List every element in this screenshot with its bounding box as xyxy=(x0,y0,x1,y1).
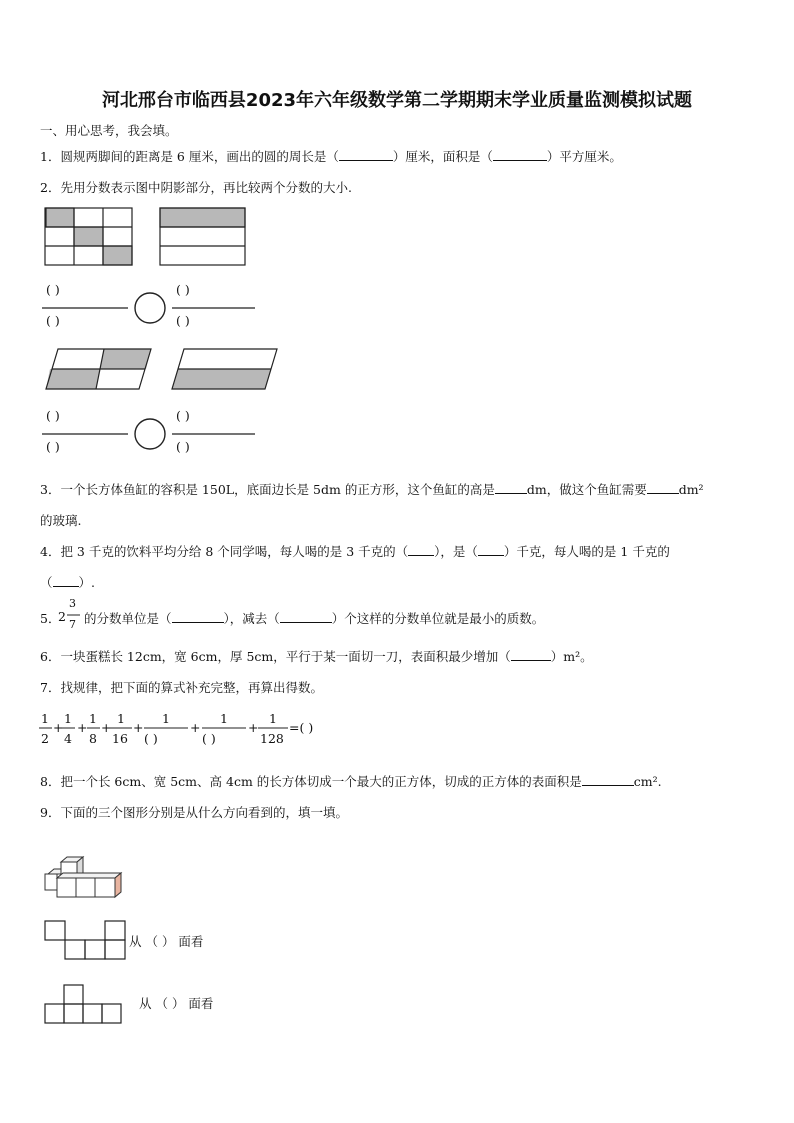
question-6 xyxy=(40,647,593,665)
q4-text-d: （ xyxy=(40,575,53,590)
question-5-text xyxy=(84,609,544,627)
q6-number: 6． xyxy=(40,649,61,664)
q7-plus-3: + xyxy=(101,720,112,735)
q7-denominator-4: 16 xyxy=(112,731,128,746)
q3-text-b: dm，做这个鱼缸需要 xyxy=(526,482,647,497)
q5-text-c: ）个这样的分数单位就是最小的质数。 xyxy=(331,611,545,626)
q5-blank-1[interactable] xyxy=(172,609,224,623)
q7-numerator-2: 1 xyxy=(64,711,72,726)
q1-text-a: 圆规两脚间的距离是 6 厘米，画出的圆的周长是（ xyxy=(60,149,339,164)
q7-answer-blank[interactable]: =( ) xyxy=(289,720,314,735)
q7-numerator-1: 1 xyxy=(41,711,49,726)
fraction-denominator-blank-left-2[interactable]: ( ) xyxy=(46,439,60,454)
q9-text: 下面的三个图形分别是从什么方向看到的，填一填。 xyxy=(60,805,348,820)
cube-stack-3d-figure xyxy=(45,857,121,897)
q6-blank[interactable] xyxy=(511,647,551,661)
q2-number: 2． xyxy=(40,180,61,195)
q1-text-b: ）厘米，面积是（ xyxy=(392,149,493,164)
q7-denominator-2: 4 xyxy=(64,731,72,746)
parallelogram-figure-2 xyxy=(172,349,277,389)
parallelogram-figure-1 xyxy=(46,349,151,389)
q7-denominator-blank-6[interactable]: ( ) xyxy=(202,731,216,746)
q7-numerator-7: 1 xyxy=(269,711,277,726)
q7-denominator-7: 128 xyxy=(260,731,284,746)
q5-denominator: 7 xyxy=(69,618,76,631)
q1-text-c: ）平方厘米。 xyxy=(546,149,622,164)
q4-text-c: ）千克，每人喝的是 1 千克的 xyxy=(503,544,670,559)
q1-number: 1． xyxy=(40,149,61,164)
grid-figure-3x3 xyxy=(45,208,132,265)
q8-text-a: 把一个长 6cm、宽 5cm、高 4cm 的长方体切成一个最大的正方体，切成的正方体的表面积是 xyxy=(60,774,582,789)
q7-denominator-blank-5[interactable]: ( ) xyxy=(144,731,158,746)
q4-text-a: 把 3 千克的饮料平均分给 8 个同学喝，每人喝的是 3 千克的（ xyxy=(60,544,409,559)
compare-circle-1 xyxy=(135,293,165,323)
question-9 xyxy=(40,803,348,821)
q4-blank-1[interactable] xyxy=(408,542,434,556)
q7-number: 7． xyxy=(40,680,61,695)
q3-number: 3． xyxy=(40,482,61,497)
question-8 xyxy=(40,772,662,790)
q8-text-b: cm². xyxy=(633,774,662,789)
question-4 xyxy=(40,542,670,560)
q7-numerator-3: 1 xyxy=(89,711,97,726)
compare-circle-2 xyxy=(135,419,165,449)
q2-text: 先用分数表示图中阴影部分，再比较两个分数的大小. xyxy=(60,180,352,195)
q7-numerator-5: 1 xyxy=(162,711,170,726)
q4-number: 4． xyxy=(40,544,61,559)
fraction-denominator-blank-right-1[interactable]: ( ) xyxy=(176,313,190,328)
fraction-numerator-blank-right-1[interactable]: ( ) xyxy=(176,282,190,297)
fraction-denominator-blank-left-1[interactable]: ( ) xyxy=(46,313,60,328)
q7-plus-6: + xyxy=(248,720,259,735)
q4-blank-2[interactable] xyxy=(478,542,504,556)
view-figure-2 xyxy=(45,985,121,1023)
fraction-numerator-blank-left-1[interactable]: ( ) xyxy=(46,282,60,297)
q8-blank[interactable] xyxy=(582,772,634,786)
q7-denominator-1: 2 xyxy=(41,731,49,746)
q3-blank-2[interactable] xyxy=(647,480,679,494)
q8-number: 8． xyxy=(40,774,61,789)
q7-numerator-4: 1 xyxy=(117,711,125,726)
q5-text-a: 的分数单位是（ xyxy=(84,611,172,626)
page-title: 河北邢台市临西县2023年六年级数学第二学期期末学业质量监测模拟试题 xyxy=(101,90,693,111)
q4-text-b: ），是（ xyxy=(434,544,478,559)
section-heading: 一、用心思考，我会填。 xyxy=(40,123,178,138)
q7-plus-5: + xyxy=(190,720,201,735)
q7-plus-1: + xyxy=(53,720,64,735)
q5-text-b: ），减去（ xyxy=(223,611,280,626)
question-4-continued xyxy=(40,573,95,591)
q5-numerator: 3 xyxy=(69,597,76,610)
q6-text-a: 一块蛋糕长 12cm，宽 6cm，厚 5cm，平行于某一面切一刀，表面积最少增加（ xyxy=(60,649,511,664)
fraction-denominator-blank-right-2[interactable]: ( ) xyxy=(176,439,190,454)
fraction-numerator-blank-right-2[interactable]: ( ) xyxy=(176,408,190,423)
q3-blank-1[interactable] xyxy=(495,480,527,494)
q7-numerator-6: 1 xyxy=(220,711,228,726)
view-figure-1 xyxy=(45,921,125,959)
q7-text: 找规律，把下面的算式补充完整，再算出得数。 xyxy=(60,680,323,695)
question-7 xyxy=(40,678,323,696)
q6-text-b: ）m²。 xyxy=(550,649,593,664)
q3-text-c: dm² xyxy=(678,482,704,497)
q7-denominator-3: 8 xyxy=(89,731,97,746)
q5-whole-number: 2 xyxy=(58,609,66,624)
q7-plus-2: + xyxy=(77,720,88,735)
q9-view-2-label[interactable]: 从 （ ） 面看 xyxy=(139,996,214,1011)
q3-text-a: 一个长方体鱼缸的容积是 150L，底面边长是 5dm 的正方形，这个鱼缸的高是 xyxy=(60,482,495,497)
q7-plus-4: + xyxy=(133,720,144,735)
q4-text-e: ）. xyxy=(78,575,95,590)
q5-number: 5． xyxy=(40,611,61,626)
q3-text-continued: 的玻璃. xyxy=(40,513,82,528)
q4-blank-3[interactable] xyxy=(53,573,79,587)
fraction-numerator-blank-left-2[interactable]: ( ) xyxy=(46,408,60,423)
question-3 xyxy=(40,480,704,498)
q9-number: 9． xyxy=(40,805,61,820)
q5-blank-2[interactable] xyxy=(280,609,332,623)
q9-view-1-label[interactable]: 从 （ ） 面看 xyxy=(129,934,204,949)
grid-figure-3-rows xyxy=(160,208,245,265)
